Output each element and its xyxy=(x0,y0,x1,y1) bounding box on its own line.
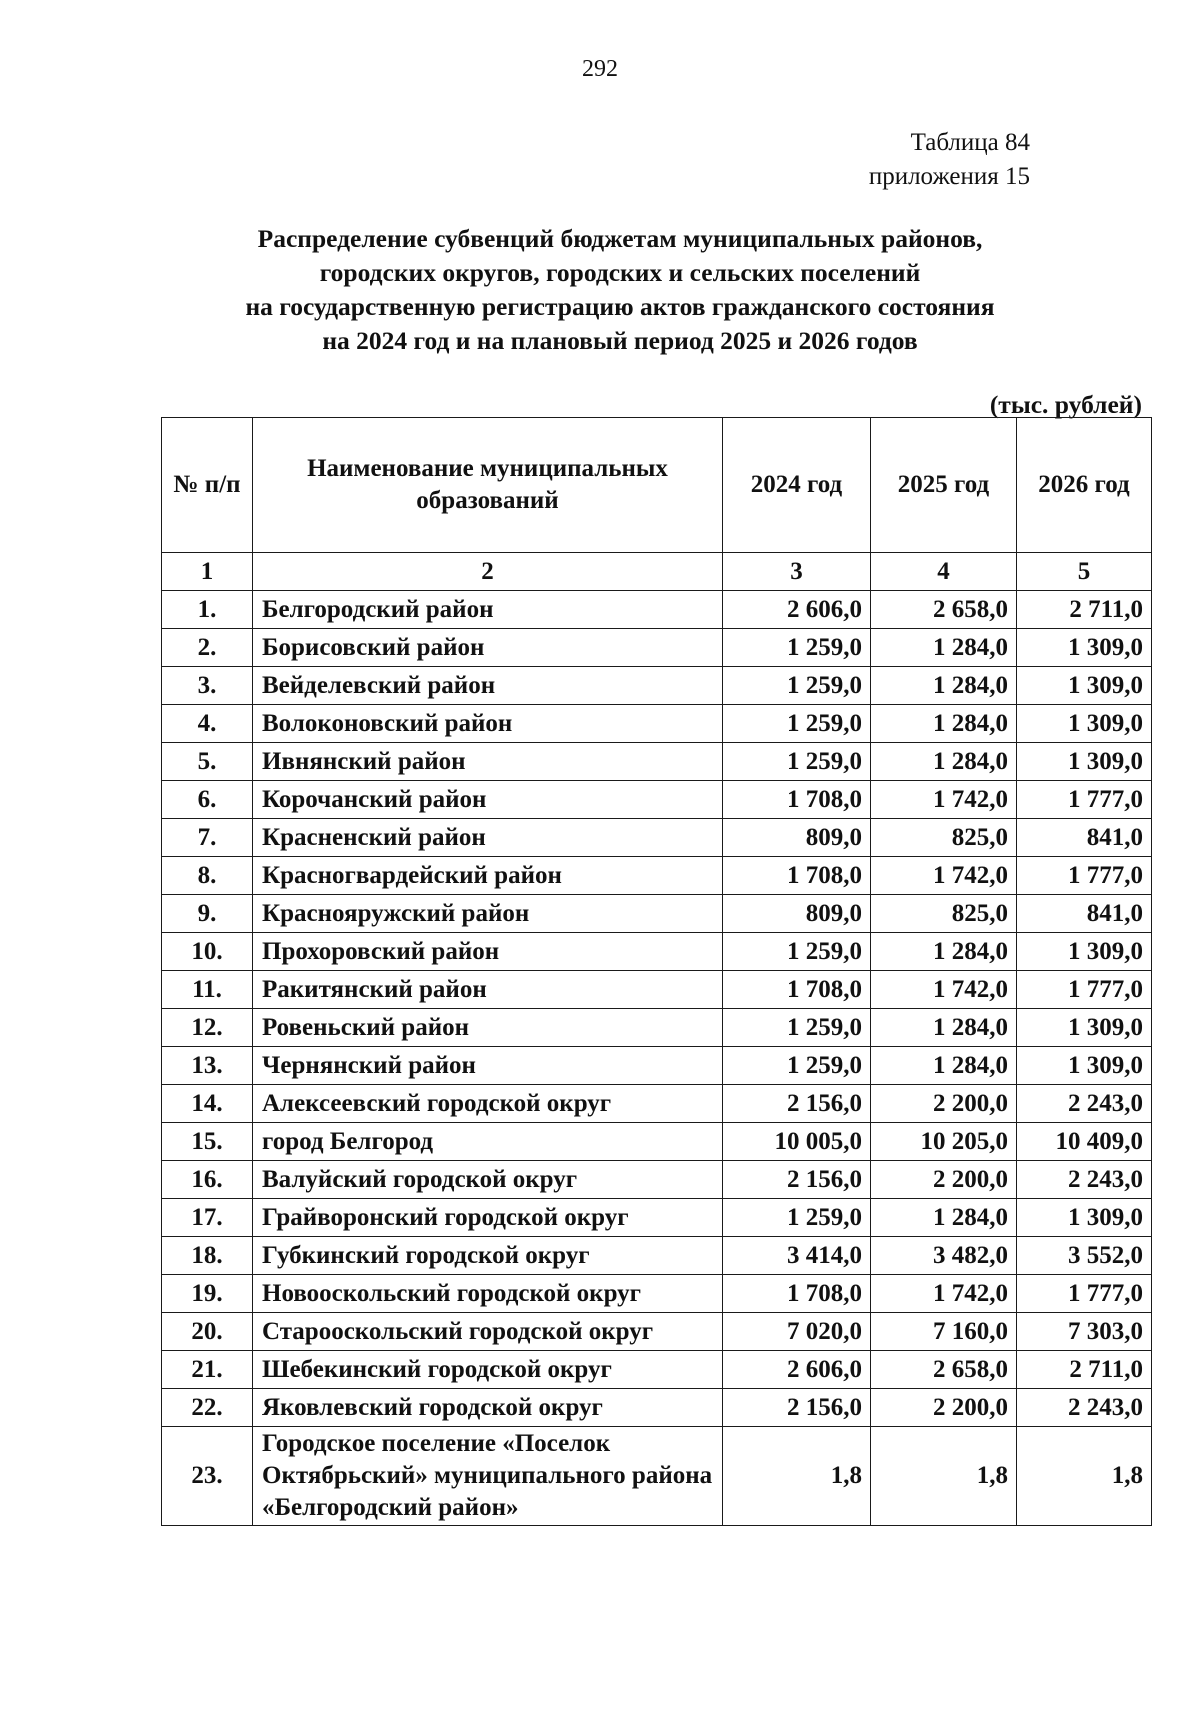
municipality-name: Белгородский район xyxy=(253,591,723,629)
value-2025: 3 482,0 xyxy=(871,1237,1017,1275)
value-2026: 1 309,0 xyxy=(1017,1009,1152,1047)
header-2024: 2024 год xyxy=(723,418,871,553)
value-2025: 7 160,0 xyxy=(871,1313,1017,1351)
row-number: 13. xyxy=(162,1047,253,1085)
value-2025: 1 284,0 xyxy=(871,743,1017,781)
value-2026: 2 711,0 xyxy=(1017,591,1152,629)
value-2024: 1 708,0 xyxy=(723,1275,871,1313)
header-number: № п/п xyxy=(162,418,253,553)
value-2026: 7 303,0 xyxy=(1017,1313,1152,1351)
value-2026: 1 777,0 xyxy=(1017,857,1152,895)
table-row xyxy=(162,1351,1152,1389)
row-number: 9. xyxy=(162,895,253,933)
units-label: (тыс. рублей) xyxy=(989,390,1142,419)
value-2025: 1 742,0 xyxy=(871,781,1017,819)
column-number: 3 xyxy=(723,553,871,591)
table-row xyxy=(162,1237,1152,1275)
column-number: 2 xyxy=(253,553,723,591)
value-2024: 1 259,0 xyxy=(723,629,871,667)
row-number: 11. xyxy=(162,971,253,1009)
value-2024: 2 606,0 xyxy=(723,591,871,629)
value-2025: 825,0 xyxy=(871,895,1017,933)
header-2026: 2026 год xyxy=(1017,418,1152,553)
municipality-name: Старооскольский городской округ xyxy=(253,1313,723,1351)
municipality-name: Ровеньский район xyxy=(253,1009,723,1047)
value-2026: 1 309,0 xyxy=(1017,743,1152,781)
value-2024: 1 259,0 xyxy=(723,667,871,705)
value-2025: 1 284,0 xyxy=(871,1009,1017,1047)
municipality-name: Губкинский городской округ xyxy=(253,1237,723,1275)
column-number: 4 xyxy=(871,553,1017,591)
value-2025: 2 200,0 xyxy=(871,1085,1017,1123)
page-number: 292 xyxy=(582,56,618,82)
municipality-name: Красненский район xyxy=(253,819,723,857)
value-2026: 2 243,0 xyxy=(1017,1085,1152,1123)
table-row xyxy=(162,781,1152,819)
value-2024: 10 005,0 xyxy=(723,1123,871,1161)
table-row xyxy=(162,1085,1152,1123)
value-2024: 1 259,0 xyxy=(723,1009,871,1047)
value-2025: 1 284,0 xyxy=(871,667,1017,705)
value-2025: 1 284,0 xyxy=(871,1199,1017,1237)
municipality-name: Алексеевский городской округ xyxy=(253,1085,723,1123)
value-2025: 2 200,0 xyxy=(871,1389,1017,1427)
value-2024: 2 156,0 xyxy=(723,1161,871,1199)
value-2026: 1 309,0 xyxy=(1017,629,1152,667)
row-number: 4. xyxy=(162,705,253,743)
title-line3: на государственную регистрацию актов гражданского состояния xyxy=(245,292,995,321)
table-row xyxy=(162,591,1152,629)
value-2024: 1 708,0 xyxy=(723,781,871,819)
value-2024: 1,8 xyxy=(723,1427,871,1526)
table-row xyxy=(162,629,1152,667)
table-reference-line2: приложения 15 xyxy=(868,163,1030,190)
value-2024: 1 259,0 xyxy=(723,1199,871,1237)
value-2025: 1 742,0 xyxy=(871,1275,1017,1313)
header-row xyxy=(162,418,1152,553)
value-2025: 10 205,0 xyxy=(871,1123,1017,1161)
table-row xyxy=(162,1161,1152,1199)
value-2025: 2 658,0 xyxy=(871,591,1017,629)
document-title xyxy=(160,222,1080,358)
municipality-name: Корочанский район xyxy=(253,781,723,819)
row-number: 17. xyxy=(162,1199,253,1237)
table-row xyxy=(162,1427,1152,1526)
column-number-row xyxy=(162,553,1152,591)
municipality-name: Вейделевский район xyxy=(253,667,723,705)
value-2025: 2 658,0 xyxy=(871,1351,1017,1389)
row-number: 10. xyxy=(162,933,253,971)
table-row xyxy=(162,705,1152,743)
value-2024: 809,0 xyxy=(723,895,871,933)
value-2026: 2 243,0 xyxy=(1017,1389,1152,1427)
value-2025: 1,8 xyxy=(871,1427,1017,1526)
value-2026: 1 309,0 xyxy=(1017,1199,1152,1237)
value-2024: 2 156,0 xyxy=(723,1389,871,1427)
column-number: 5 xyxy=(1017,553,1152,591)
municipality-name: Валуйский городской округ xyxy=(253,1161,723,1199)
value-2025: 1 742,0 xyxy=(871,857,1017,895)
value-2025: 1 284,0 xyxy=(871,1047,1017,1085)
value-2026: 10 409,0 xyxy=(1017,1123,1152,1161)
value-2026: 1 777,0 xyxy=(1017,781,1152,819)
row-number: 1. xyxy=(162,591,253,629)
municipality-name: Шебекинский городской округ xyxy=(253,1351,723,1389)
value-2026: 1 777,0 xyxy=(1017,971,1152,1009)
row-number: 5. xyxy=(162,743,253,781)
table-row xyxy=(162,971,1152,1009)
municipality-name: Волоконовский район xyxy=(253,705,723,743)
table-row xyxy=(162,1313,1152,1351)
row-number: 6. xyxy=(162,781,253,819)
row-number: 2. xyxy=(162,629,253,667)
table-row xyxy=(162,1047,1152,1085)
row-number: 19. xyxy=(162,1275,253,1313)
table-row xyxy=(162,933,1152,971)
table-row xyxy=(162,857,1152,895)
table-row xyxy=(162,743,1152,781)
municipality-name: Грайворонский городской округ xyxy=(253,1199,723,1237)
value-2026: 2 243,0 xyxy=(1017,1161,1152,1199)
row-number: 21. xyxy=(162,1351,253,1389)
value-2024: 1 259,0 xyxy=(723,705,871,743)
row-number: 18. xyxy=(162,1237,253,1275)
row-number: 16. xyxy=(162,1161,253,1199)
subvention-table xyxy=(161,417,1152,1526)
municipality-name: Прохоровский район xyxy=(253,933,723,971)
value-2024: 1 708,0 xyxy=(723,971,871,1009)
value-2026: 1 309,0 xyxy=(1017,667,1152,705)
value-2026: 1 309,0 xyxy=(1017,705,1152,743)
row-number: 23. xyxy=(162,1427,253,1526)
value-2024: 3 414,0 xyxy=(723,1237,871,1275)
municipality-name: Краснояружский район xyxy=(253,895,723,933)
row-number: 15. xyxy=(162,1123,253,1161)
table-reference xyxy=(869,126,1030,194)
value-2025: 1 284,0 xyxy=(871,629,1017,667)
value-2024: 1 708,0 xyxy=(723,857,871,895)
value-2025: 1 742,0 xyxy=(871,971,1017,1009)
municipality-name: Борисовский район xyxy=(253,629,723,667)
value-2026: 841,0 xyxy=(1017,895,1152,933)
value-2024: 2 606,0 xyxy=(723,1351,871,1389)
header-2025: 2025 год xyxy=(871,418,1017,553)
table-reference-line1: Таблица 84 xyxy=(910,129,1030,156)
value-2026: 2 711,0 xyxy=(1017,1351,1152,1389)
title-line1: Распределение субвенций бюджетам муниципальных районов, xyxy=(257,224,983,253)
title-line2: городских округов, городских и сельских поселений xyxy=(319,258,921,287)
column-number: 1 xyxy=(162,553,253,591)
table-row xyxy=(162,819,1152,857)
value-2025: 1 284,0 xyxy=(871,705,1017,743)
municipality-name: Ивнянский район xyxy=(253,743,723,781)
value-2026: 3 552,0 xyxy=(1017,1237,1152,1275)
value-2025: 1 284,0 xyxy=(871,933,1017,971)
municipality-name: Яковлевский городской округ xyxy=(253,1389,723,1427)
value-2026: 1,8 xyxy=(1017,1427,1152,1526)
municipality-name: Городское поселение «Поселок Октябрьский» муниципального района «Белгородский район» xyxy=(253,1427,723,1526)
table-row xyxy=(162,1275,1152,1313)
municipality-name: Ракитянский район xyxy=(253,971,723,1009)
row-number: 12. xyxy=(162,1009,253,1047)
row-number: 22. xyxy=(162,1389,253,1427)
value-2024: 1 259,0 xyxy=(723,933,871,971)
row-number: 14. xyxy=(162,1085,253,1123)
table-row xyxy=(162,1123,1152,1161)
value-2024: 1 259,0 xyxy=(723,743,871,781)
value-2025: 825,0 xyxy=(871,819,1017,857)
value-2024: 2 156,0 xyxy=(723,1085,871,1123)
value-2026: 1 309,0 xyxy=(1017,1047,1152,1085)
table-row xyxy=(162,1199,1152,1237)
value-2024: 7 020,0 xyxy=(723,1313,871,1351)
table-row xyxy=(162,1009,1152,1047)
row-number: 7. xyxy=(162,819,253,857)
municipality-name: Красногвардейский район xyxy=(253,857,723,895)
table-row xyxy=(162,667,1152,705)
title-line4: на 2024 год и на плановый период 2025 и 2026 годов xyxy=(322,326,918,355)
row-number: 3. xyxy=(162,667,253,705)
value-2024: 809,0 xyxy=(723,819,871,857)
table-row xyxy=(162,1389,1152,1427)
row-number: 8. xyxy=(162,857,253,895)
value-2026: 841,0 xyxy=(1017,819,1152,857)
table-row xyxy=(162,895,1152,933)
header-name: Наименование муниципальных образований xyxy=(253,418,723,553)
value-2024: 1 259,0 xyxy=(723,1047,871,1085)
value-2026: 1 777,0 xyxy=(1017,1275,1152,1313)
municipality-name: Чернянский район xyxy=(253,1047,723,1085)
municipality-name: Новооскольский городской округ xyxy=(253,1275,723,1313)
value-2026: 1 309,0 xyxy=(1017,933,1152,971)
municipality-name: город Белгород xyxy=(253,1123,723,1161)
row-number: 20. xyxy=(162,1313,253,1351)
value-2025: 2 200,0 xyxy=(871,1161,1017,1199)
